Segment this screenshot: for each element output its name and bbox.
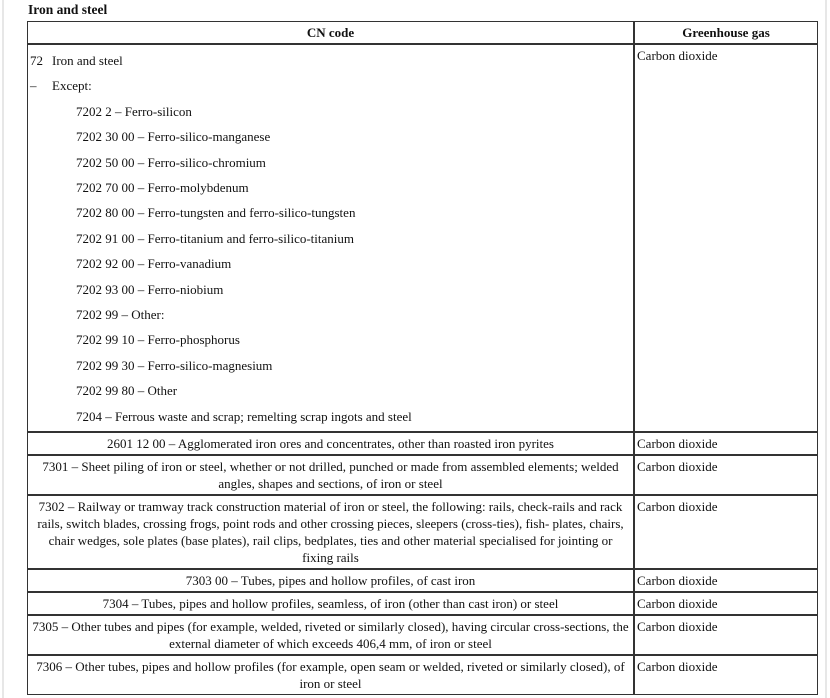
chapter-description bbox=[52, 48, 631, 429]
column-header-greenhouse-gas: Greenhouse gas bbox=[634, 21, 818, 44]
cn-code-cell: 7305 – Other tubes and pipes (for example, welded, riveted or similarly closed), having circular cross-sections, the external diameter of which exceeds 406,4 mm, of iron or steel bbox=[27, 615, 634, 655]
column-header-cn-code: CN code bbox=[27, 21, 634, 44]
cn-code-cell: 7304 – Tubes, pipes and hollow profiles, seamless, of iron (other than cast iron) or steel bbox=[27, 592, 634, 615]
exception-item: 7202 92 00 – Ferro-vanadium bbox=[76, 256, 232, 272]
greenhouse-gas-cell: Carbon dioxide bbox=[634, 44, 818, 432]
greenhouse-gas-cell: Carbon dioxide bbox=[634, 592, 818, 615]
table-row-7305 bbox=[27, 615, 818, 655]
exception-item: 7202 70 00 – Ferro-molybdenum bbox=[76, 180, 249, 196]
exception-item: 7202 91 00 – Ferro-titanium and ferro-silico-titanium bbox=[76, 230, 354, 246]
table-row-7303-00 bbox=[27, 569, 818, 592]
greenhouse-gas-cell: Carbon dioxide bbox=[634, 615, 818, 655]
except-label: Except: bbox=[52, 78, 92, 94]
greenhouse-gas-cell: Carbon dioxide bbox=[634, 495, 818, 569]
cn-code-cell: 7302 – Railway or tramway track construction material of iron or steel, the following: rails, check-rails and rack rails, switch blades, crossing frogs, point rods and other crossing pieces, sleepers (cross-ties), fish- plates, chairs, chair wedges, sole plates (base plates), rail clips, bedplates, ties and other material specialised for jointing or fixing rails bbox=[27, 495, 634, 569]
greenhouse-gas-cell: Carbon dioxide bbox=[634, 455, 818, 495]
cn-code-cell: 7306 – Other tubes, pipes and hollow profiles (for example, open seam or welded, riveted or similarly closed), of iron or steel bbox=[27, 655, 634, 695]
page-edge-left bbox=[2, 0, 4, 698]
chapter-dash: – bbox=[30, 78, 37, 94]
exception-list bbox=[76, 99, 631, 429]
greenhouse-gas-cell: Carbon dioxide bbox=[634, 432, 818, 455]
exception-item: 7202 80 00 – Ferro-tungsten and ferro-silico-tungsten bbox=[76, 205, 356, 221]
exception-item: 7202 99 30 – Ferro-silico-magnesium bbox=[76, 357, 273, 373]
cn-code-cell: 7303 00 – Tubes, pipes and hollow profiles, of cast iron bbox=[27, 569, 634, 592]
cn-code-cell: 7301 – Sheet piling of iron or steel, whether or not drilled, punched or made from assembled elements; welded angles, shapes and sections, of iron or steel bbox=[27, 455, 634, 495]
cn-code-cell: 2601 12 00 – Agglomerated iron ores and concentrates, other than roasted iron pyrites bbox=[27, 432, 634, 455]
page-edge-right bbox=[825, 0, 827, 698]
table-row-chapter-72 bbox=[27, 44, 818, 432]
table-row-7301 bbox=[27, 455, 818, 495]
table-row-7304 bbox=[27, 592, 818, 615]
exception-item: 7202 99 – Other: bbox=[76, 307, 165, 323]
chapter-name: Iron and steel bbox=[52, 53, 123, 68]
exception-item: 7202 99 80 – Other bbox=[76, 383, 178, 399]
chapter-code: 72 bbox=[30, 53, 43, 68]
table-header-row bbox=[27, 21, 818, 44]
chapter-code-label bbox=[30, 48, 52, 429]
exception-item: 7202 30 00 – Ferro-silico-manganese bbox=[76, 129, 271, 145]
greenhouse-gas-cell: Carbon dioxide bbox=[634, 569, 818, 592]
section-title: Iron and steel bbox=[28, 2, 108, 17]
exception-item: 7202 2 – Ferro-silicon bbox=[76, 103, 192, 119]
table-row-7306 bbox=[27, 655, 818, 695]
table-row-7302 bbox=[27, 495, 818, 569]
exception-item: 7202 50 00 – Ferro-silico-chromium bbox=[76, 154, 266, 170]
exception-item: 7204 – Ferrous waste and scrap; remelting scrap ingots and steel bbox=[76, 408, 412, 424]
greenhouse-gas-cell: Carbon dioxide bbox=[634, 655, 818, 695]
exception-item: 7202 99 10 – Ferro-phosphorus bbox=[76, 332, 240, 348]
exception-item: 7202 93 00 – Ferro-niobium bbox=[76, 281, 224, 297]
cn-code-table bbox=[27, 21, 818, 695]
cn-code-cell bbox=[27, 44, 634, 432]
table-row-2601-12-00 bbox=[27, 432, 818, 455]
